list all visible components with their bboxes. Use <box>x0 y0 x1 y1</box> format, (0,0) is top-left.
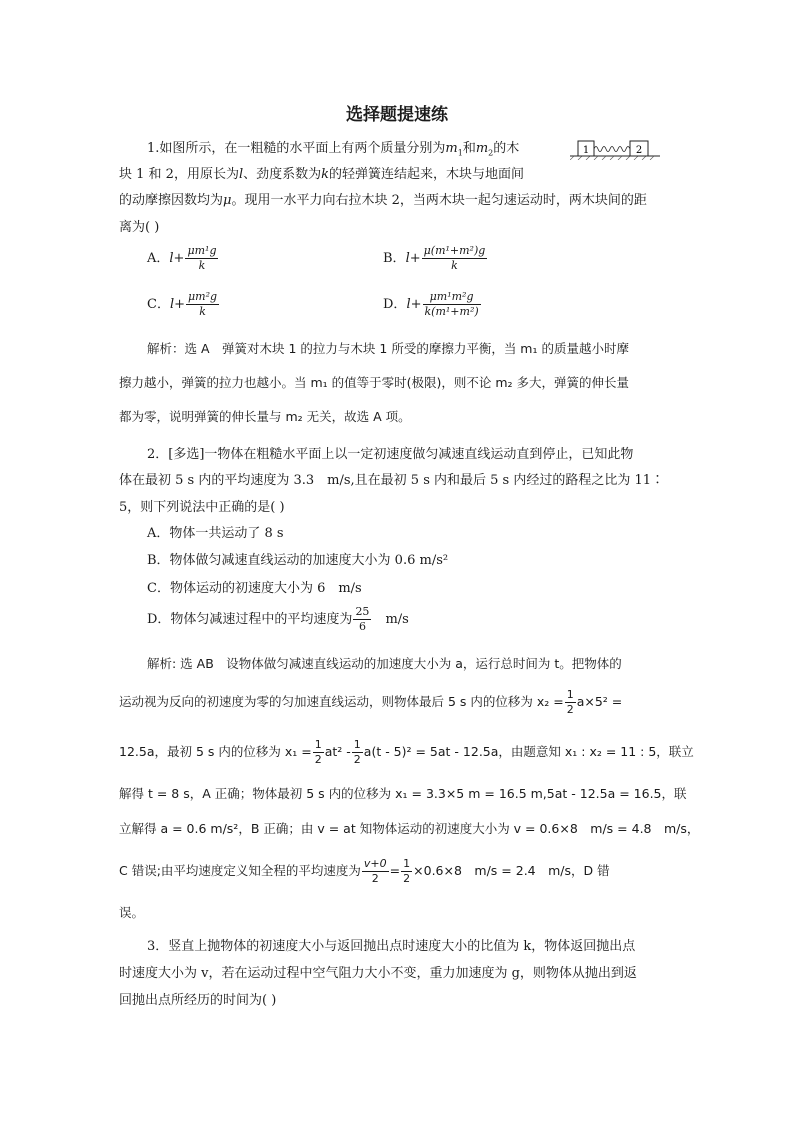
q1-option-b[interactable]: B．l+ $\frac{\text{μ(m¹+m²)g}}{k}$ <box>383 244 486 272</box>
q1-solution-line-1: 解析：选 A 弹簧对木块 1 的拉力与木块 1 所受的摩擦力平衡，当 m₁ 的质量越小时摩 <box>147 341 629 356</box>
q2-solution-line-1: 解析: 选 AB 设物体做匀减速直线运动的加速度大小为 a，运行总时间为 t。把物体的 <box>147 656 622 671</box>
block-2-label: 2 <box>635 145 643 156</box>
q1-solution-line-3: 都为零，说明弹簧的伸长量与 m₂ 无关，故选 A 项。 <box>119 409 411 424</box>
q2-option-d[interactable]: D．物体匀减速过程中的平均速度为 $\frac{25}{6}$ m/s <box>147 605 409 633</box>
q1-line-2: 块 1 和 2，用原长为l、劲度系数为k的轻弹簧连结起来，木块与地面间 <box>119 167 525 182</box>
q3-line-3: 回抛出点所经历的时间为( ) <box>119 993 277 1008</box>
q2-solution-line-5: 立解得 a = 0.6 m/s²，B 正确；由 v = at 知物体运动的初速度大小为 v = 0.6×8 m/s = 4.8 m/s， <box>119 821 700 836</box>
q1-line-4: 离为( ) <box>119 220 160 235</box>
q2-option-a[interactable]: A．物体一共运动了 8 s <box>147 526 284 541</box>
q3-line-1: 3．竖直上抛物体的初速度大小与返回抛出点时速度大小的比值为 k，物体返回抛出点 <box>147 939 636 954</box>
q1-option-c[interactable]: C．l+ $\frac{\text{μm²g}}{k}$ <box>147 290 218 318</box>
q2-option-c[interactable]: C．物体运动的初速度大小为 6 m/s <box>147 581 362 596</box>
ground-hatch <box>570 156 654 160</box>
spring-blocks-figure <box>570 138 660 160</box>
q2-solution-line-3: 12.5a，最初 5 s 内的位移为 x₁ = $\frac{1}{2}$ at² - $\frac{1}{2}$ a(t - 5)² = 5at - 12.5a，由题意知 x₁ : x₂ = 11 : 5，联立 <box>119 738 694 766</box>
q1-option-a[interactable]: A．l+ $\frac{\text{μm¹g}}{k}$ <box>147 244 217 272</box>
q1-line-1: 1.如图所示，在一粗糙的水平面上有两个质量分别为$m_1$和$m_2$的木 <box>147 141 520 158</box>
q2-solution-line-4: 解得 t = 8 s，A 正确；物体最初 5 s 内的位移为 x₁ = 3.3×5 m = 16.5 m,5at - 12.5a = 16.5，联 <box>119 786 687 801</box>
page-title: 选择题提速练 <box>346 105 448 125</box>
q1-option-d[interactable]: D．l+ $\frac{\text{μm¹m²g}}{\text{k(m¹+m²)}}$ <box>383 290 479 318</box>
q2-line-3: 5，则下列说法中正确的是( ) <box>119 500 285 515</box>
block-1-label: 1 <box>582 145 590 156</box>
q1-line-3: 的动摩擦因数均为μ。现用一水平力向右拉木块 2，当两木块一起匀速运动时，两木块间的距 <box>119 193 647 208</box>
q2-solution-line-7: 误。 <box>119 905 145 920</box>
q2-option-b[interactable]: B．物体做匀减速直线运动的加速度大小为 0.6 m/s² <box>147 553 449 568</box>
q2-line-1: 2．[多选]一物体在粗糙水平面上以一定初速度做匀减速直线运动直到停止，已知此物 <box>147 447 634 462</box>
q2-solution-line-2: 运动视为反向的初速度为零的匀加速直线运动，则物体最后 5 s 内的位移为 x₂ = $\frac{1}{2}$ a×5² = <box>119 688 623 716</box>
spring <box>594 147 630 152</box>
q2-solution-line-6: C 错误;由平均速度定义知全程的平均速度为 $\frac{v+0}{2}$ = $\frac{1}{2}$ ×0.6×8 m/s = 2.4 m/s，D 错 <box>119 857 610 885</box>
q3-line-2: 时速度大小为 v，若在运动过程中空气阻力大小不变，重力加速度为 g，则物体从抛出到返 <box>119 966 637 981</box>
q1-solution-line-2: 擦力越小，弹簧的拉力也越小。当 m₁ 的值等于零时(极限)，则不论 m₂ 多大，弹簧的伸长量 <box>119 375 630 390</box>
q2-line-2: 体在最初 5 s 内的平均速度为 3.3 m/s,且在最初 5 s 内和最后 5 s 内经过的路程之比为 11∶ <box>119 473 665 488</box>
